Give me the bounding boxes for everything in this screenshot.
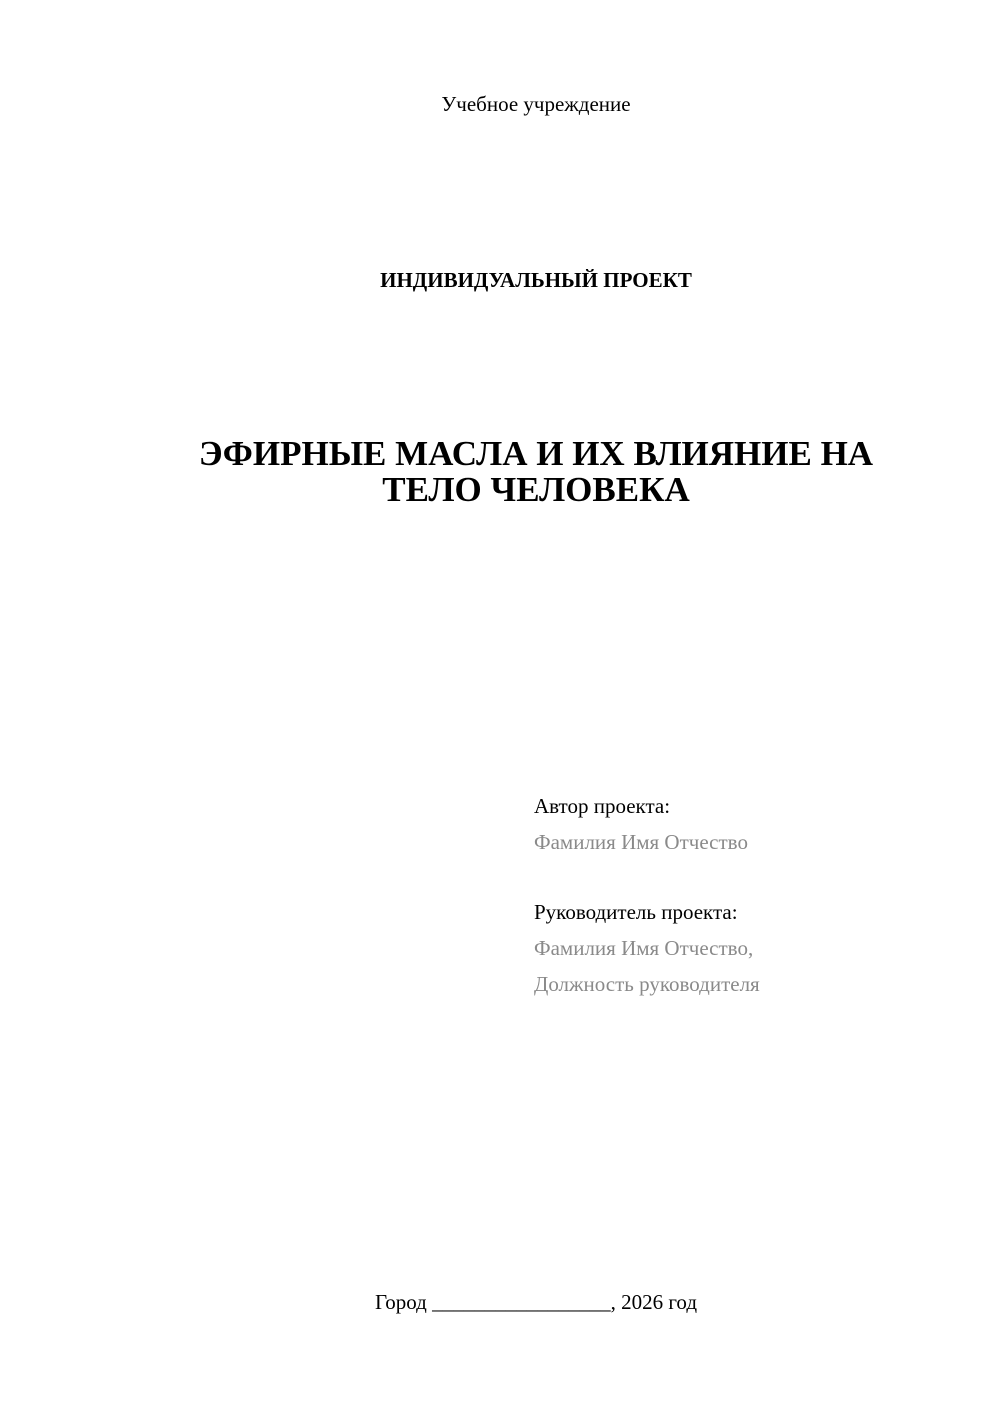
project-credits	[534, 788, 760, 1002]
institution-name: Учебное учреждение	[441, 92, 631, 116]
project-title-line-2: ТЕЛО ЧЕЛОВЕКА	[382, 470, 690, 509]
supervisor-label: Руководитель проекта:	[534, 900, 738, 924]
author-label: Автор проекта:	[534, 794, 671, 818]
supervisor-position: Должность руководителя	[534, 972, 760, 996]
project-title	[0, 436, 1000, 508]
credits-spacer	[534, 860, 760, 894]
city-year-line: Город _________________, 2026 год	[374, 1290, 698, 1314]
supervisor-name: Фамилия Имя Отчество,	[534, 936, 754, 960]
document-type: ИНДИВИДУАЛЬНЫЙ ПРОЕКТ	[380, 268, 692, 292]
project-title-line-1: ЭФИРНЫЕ МАСЛА И ИХ ВЛИЯНИЕ НА	[198, 434, 874, 473]
author-name: Фамилия Имя Отчество	[534, 830, 748, 854]
